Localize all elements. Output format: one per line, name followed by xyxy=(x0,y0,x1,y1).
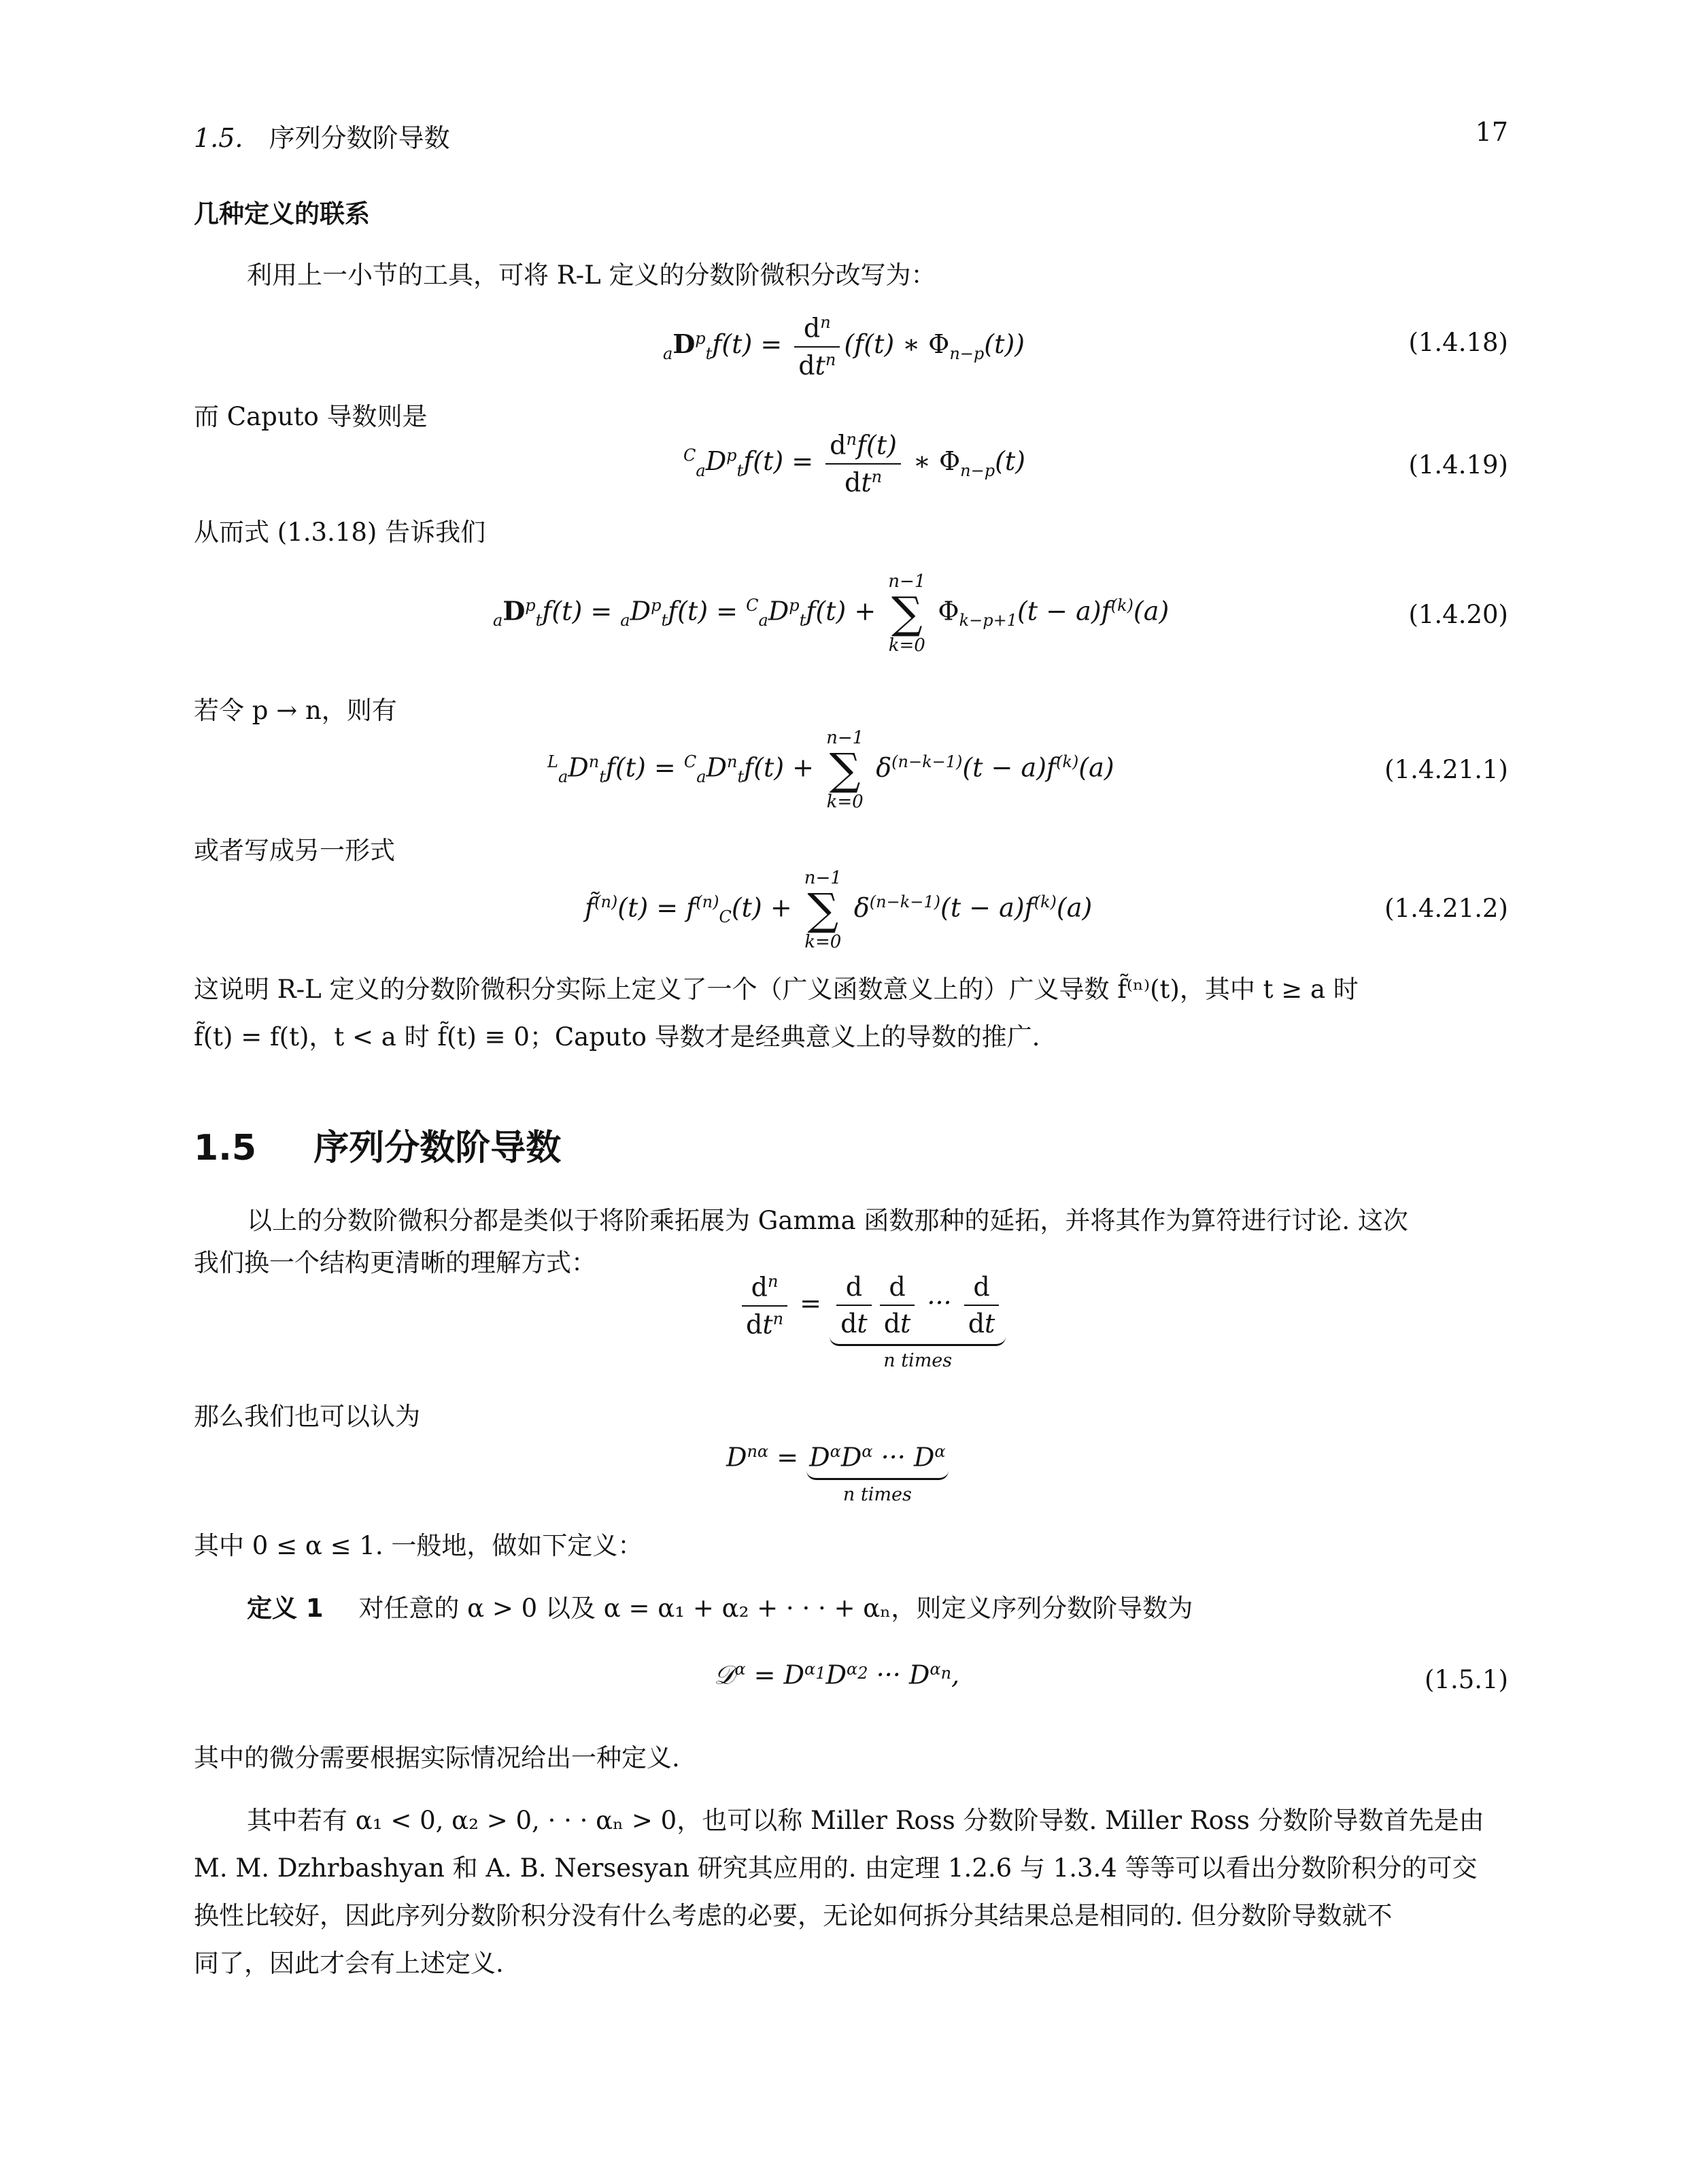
definition-1 xyxy=(247,1585,1193,1632)
paragraph-6-line-1: 这说明 R-L 定义的分数阶微积分实际上定义了一个（广义函数意义上的）广义导数 f̃⁽ⁿ⁾(t)，其中 t ≥ a 时 xyxy=(194,975,1359,1004)
underbrace: $\frac{d}{dt}$ $\frac{d}{dt}$ ··· $\frac{d}{dt}$ n times xyxy=(830,1272,1006,1371)
underbrace-label: n times xyxy=(883,1350,953,1371)
paragraph-9: 其中 0 ≤ α ≤ 1. 一般地，做如下定义： xyxy=(194,1531,643,1560)
equation-number: (1.4.19) xyxy=(1408,450,1508,480)
paragraph-3: 从而式 (1.3.18) 告诉我们 xyxy=(194,518,486,547)
paragraph-6-line-2: f̃(t) = f(t)，t < a 时 f̃(t) ≡ 0；Caputo 导数才是经典意义上的导数的推广. xyxy=(194,1022,1040,1052)
header-section-number: 1.5. xyxy=(194,123,243,153)
equation-derivative-composition: $\frac{d^n}{dt^n}$ = $\frac{d}{dt}$ $\frac{d}{dt}$ ··· $\frac{d}{dt}$ n times xyxy=(738,1272,1006,1371)
equation-1-4-21-1: $^L_aD^n_tf(t) = ^C_aD^n_tf(t)$ + n−1 ∑ k=0 $\delta^{(n-k-1)}(t - a)f^{(k)}(a)$ xyxy=(547,728,1114,812)
subsection-title: 几种定义的联系 xyxy=(194,199,370,229)
equation-number: (1.4.21.1) xyxy=(1384,755,1508,784)
paragraph-2: 而 Caputo 导数则是 xyxy=(194,402,428,431)
paragraph-11-line-3: 换性比较好，因此序列分数阶积分没有什么考虑的必要，无论如何拆分其结果总是相同的. 但分数阶导数就不 xyxy=(194,1901,1393,1930)
equation-number: (1.4.20) xyxy=(1408,600,1508,629)
paragraph-11-line-2: M. M. Dzhrbashyan 和 A. B. Nersesyan 研究其应用的. 由定理 1.2.6 与 1.3.4 等等可以看出分数阶积分的可交 xyxy=(194,1853,1478,1883)
equation-power-composition: $D^{n\alpha}$ = $D^\alpha D^\alpha$ ··· $D^\alpha$ n times xyxy=(726,1442,949,1505)
page-number: 17 xyxy=(1475,117,1508,147)
paragraph-7-line-2: 我们换一个结构更清晰的理解方式： xyxy=(194,1248,596,1277)
section-heading xyxy=(194,1119,561,1170)
underbrace-label: n times xyxy=(842,1483,912,1505)
paragraph-1: 利用上一小节的工具，可将 R-L 定义的分数阶微积分改写为： xyxy=(247,261,936,290)
paragraph-7-line-1: 以上的分数阶微积分都是类似于将阶乘拓展为 Gamma 函数那种的延拓，并将其作为算符进行讨论. 这次 xyxy=(247,1206,1408,1235)
paragraph-5: 或者写成另一形式 xyxy=(194,836,395,865)
equation-1-4-18: $_aD^p_tf(t)$ = $\frac{d^n}{dt^n}$ (f(t) ∗ $\Phi_{n-p}(t)$) xyxy=(663,313,1025,381)
equation-1-4-19: $^C_aD^p_tf(t)$ = $\frac{d^nf(t)}{dt^n}$ ∗ $\Phi_{n-p}(t)$ xyxy=(683,430,1025,498)
underbrace: $D^\alpha D^\alpha$ ··· $D^\alpha$ n times xyxy=(806,1442,948,1505)
header-section-title: 序列分数阶导数 xyxy=(269,123,450,153)
equation-1-4-20: $_aD^p_tf(t) = _aD^p_tf(t) = ^C_aD^p_tf(t)$ + n−1 ∑ k=0 $\Phi_{k-p+1}(t - a)f^{(k)}(a)$ xyxy=(493,571,1170,656)
section-title: 序列分数阶导数 xyxy=(313,1128,562,1169)
section-number: 1.5 xyxy=(194,1128,257,1169)
paragraph-10: 其中的微分需要根据实际情况给出一种定义. xyxy=(194,1743,680,1773)
equation-number: (1.4.21.2) xyxy=(1384,894,1508,923)
running-header xyxy=(194,117,450,154)
definition-label: 定义 1 xyxy=(247,1594,324,1623)
paragraph-4: 若令 p → n，则有 xyxy=(194,696,397,725)
definition-text: 对任意的 α > 0 以及 α = α₁ + α₂ + · · · + αₙ，则定义序列分数阶导数为 xyxy=(358,1594,1193,1623)
equation-1-5-1: 𝒟$^\alpha$ = $D^{\alpha_1}D^{\alpha_2}$ ··· $D^{\alpha_n}$, xyxy=(714,1660,960,1690)
paragraph-8: 那么我们也可以认为 xyxy=(194,1402,420,1431)
equation-1-4-21-2: f̃$^{(n)}$(t) = $f^{(n)}_C(t)$ + n−1 ∑ k=0 $\delta^{(n-k-1)}(t - a)f^{(k)}(a)$ xyxy=(585,868,1093,952)
paragraph-11-line-4: 同了，因此才会有上述定义. xyxy=(194,1949,504,1978)
paragraph-11-line-1: 其中若有 α₁ < 0, α₂ > 0, · · · αₙ > 0，也可以称 Miller Ross 分数阶导数. Miller Ross 分数阶导数首先是由 xyxy=(247,1806,1484,1835)
equation-number: (1.5.1) xyxy=(1424,1665,1508,1694)
equation-number: (1.4.18) xyxy=(1408,328,1508,357)
